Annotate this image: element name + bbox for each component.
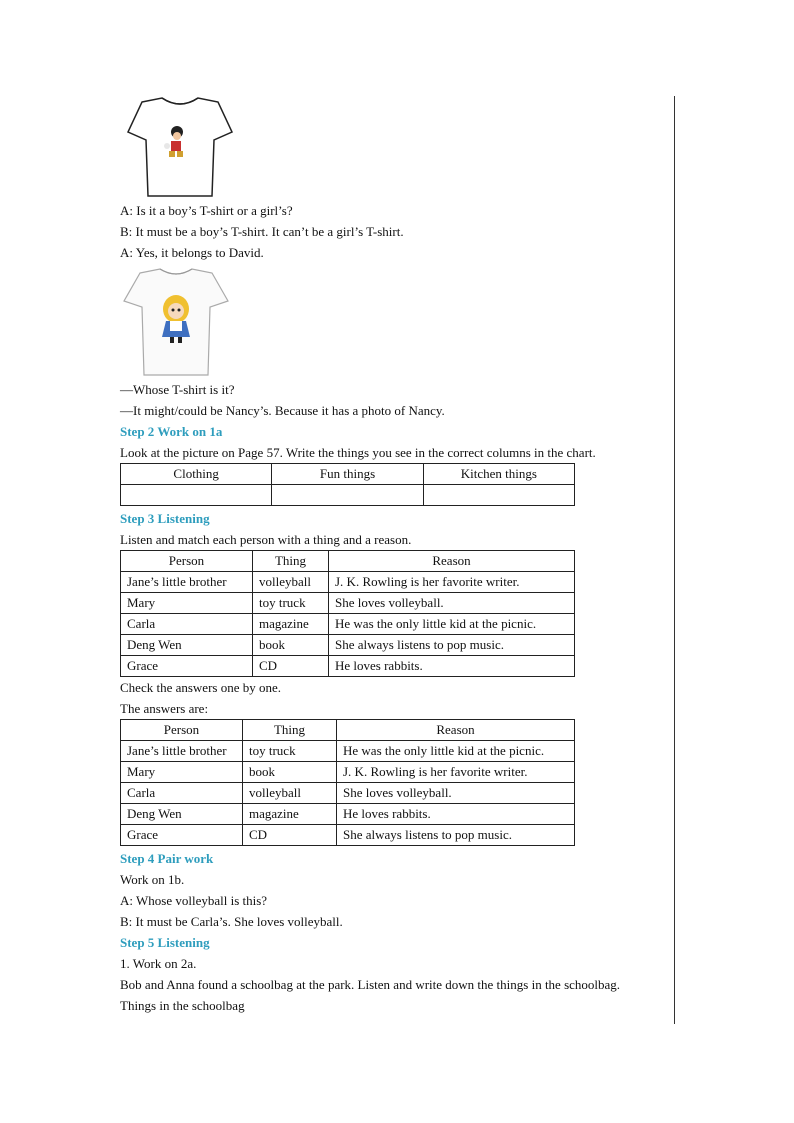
- dialog1-line-1: A: Is it a boy’s T-shirt or a girl’s?: [120, 203, 293, 218]
- thing-cell: volleyball: [243, 783, 337, 804]
- step2-title: Step 2 Work on 1a: [120, 424, 223, 439]
- table-row: [121, 762, 575, 783]
- thing-cell: book: [243, 762, 337, 783]
- table-row: [121, 825, 575, 846]
- table-row: [121, 783, 575, 804]
- step4-line-2: A: Whose volleyball is this?: [120, 893, 268, 908]
- check-answers-text: Check the answers one by one.: [120, 680, 282, 695]
- thing-cell: book: [253, 635, 329, 656]
- dialog2-line-2: —It might/could be Nancy’s. Because it has a photo of Nancy.: [120, 403, 445, 418]
- chart-header-fun-things: Fun things: [272, 464, 423, 485]
- table-row: [121, 572, 575, 593]
- table-row: [121, 804, 575, 825]
- person-cell: Carla: [121, 614, 253, 635]
- step5-line-3: Things in the schoolbag: [120, 998, 245, 1013]
- reason-cell: He loves rabbits.: [337, 804, 575, 825]
- step3-instruction: Listen and match each person with a thing and a reason.: [120, 532, 412, 547]
- thing-cell: CD: [243, 825, 337, 846]
- chart-header-kitchen-things: Kitchen things: [423, 464, 574, 485]
- dialog2-line-1: —Whose T-shirt is it?: [120, 382, 235, 397]
- thing-cell: toy truck: [253, 593, 329, 614]
- chart-cell-clothing[interactable]: [121, 485, 272, 506]
- reason-cell: She loves volleyball.: [329, 593, 575, 614]
- match-header-person: Person: [121, 551, 253, 572]
- step3-match-table: [120, 550, 575, 677]
- step5-line-2: Bob and Anna found a schoolbag at the park. Listen and write down the things in the schoolbag.: [120, 977, 621, 992]
- step5-line-1: 1. Work on 2a.: [120, 956, 197, 971]
- thing-cell: toy truck: [243, 741, 337, 762]
- answers-header-person: Person: [121, 720, 243, 741]
- step3-title: Step 3 Listening: [120, 511, 210, 526]
- chart-cell-kitchen-things[interactable]: [423, 485, 574, 506]
- person-cell: Mary: [121, 762, 243, 783]
- reason-cell: She always listens to pop music.: [329, 635, 575, 656]
- reason-cell: J. K. Rowling is her favorite writer.: [337, 762, 575, 783]
- page-margin-rule: [674, 96, 675, 1024]
- person-cell: Deng Wen: [121, 804, 243, 825]
- person-cell: Carla: [121, 783, 243, 804]
- person-cell: Mary: [121, 593, 253, 614]
- chart-cell-fun-things[interactable]: [272, 485, 423, 506]
- table-row: [121, 741, 575, 762]
- reason-cell: He loves rabbits.: [329, 656, 575, 677]
- person-cell: Jane’s little brother: [121, 741, 243, 762]
- person-cell: Grace: [121, 656, 253, 677]
- table-row: [121, 614, 575, 635]
- answers-header-thing: Thing: [243, 720, 337, 741]
- reason-cell: J. K. Rowling is her favorite writer.: [329, 572, 575, 593]
- thing-cell: CD: [253, 656, 329, 677]
- reason-cell: She loves volleyball.: [337, 783, 575, 804]
- dialog1-line-3: A: Yes, it belongs to David.: [120, 245, 264, 260]
- page-content: [120, 96, 668, 1016]
- table-row: [121, 635, 575, 656]
- person-cell: Grace: [121, 825, 243, 846]
- tshirt-girl-image: [120, 267, 668, 379]
- person-cell: Jane’s little brother: [121, 572, 253, 593]
- thing-cell: magazine: [253, 614, 329, 635]
- step2-chart-table: [120, 463, 575, 506]
- thing-cell: magazine: [243, 804, 337, 825]
- step2-instruction: Look at the picture on Page 57. Write the things you see in the correct columns in the chart.: [120, 445, 596, 460]
- step5-title: Step 5 Listening: [120, 935, 210, 950]
- chart-header-clothing: Clothing: [121, 464, 272, 485]
- step4-title: Step 4 Pair work: [120, 851, 214, 866]
- reason-cell: He was the only little kid at the picnic.: [337, 741, 575, 762]
- dialog1-line-2: B: It must be a boy’s T-shirt. It can’t be a girl’s T-shirt.: [120, 224, 404, 239]
- reason-cell: She always listens to pop music.: [337, 825, 575, 846]
- tshirt-boy-image: [120, 96, 668, 200]
- table-row: [121, 656, 575, 677]
- step4-line-1: Work on 1b.: [120, 872, 185, 887]
- thing-cell: volleyball: [253, 572, 329, 593]
- match-header-reason: Reason: [329, 551, 575, 572]
- answers-table: [120, 719, 575, 846]
- step4-line-3: B: It must be Carla’s. She loves volleyball.: [120, 914, 343, 929]
- answers-header-reason: Reason: [337, 720, 575, 741]
- match-header-thing: Thing: [253, 551, 329, 572]
- person-cell: Deng Wen: [121, 635, 253, 656]
- answers-label: The answers are:: [120, 701, 209, 716]
- reason-cell: He was the only little kid at the picnic.: [329, 614, 575, 635]
- table-row: [121, 593, 575, 614]
